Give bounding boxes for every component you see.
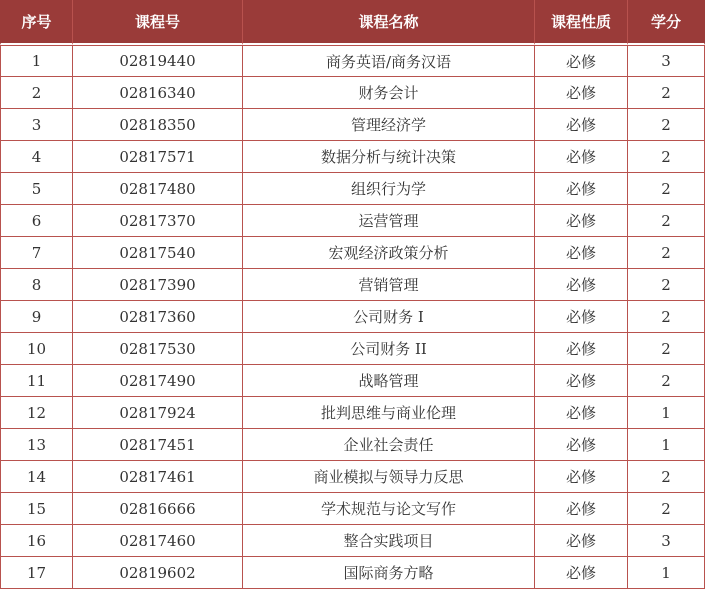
cell-credits: 3 (628, 45, 705, 77)
cell-course-name: 批判思维与商业伦理 (243, 397, 535, 429)
cell-course-name: 国际商务方略 (243, 557, 535, 589)
cell-course-name: 整合实践项目 (243, 525, 535, 557)
course-table-header (0, 0, 705, 45)
header-cell-course-type: 课程性质 (535, 0, 628, 45)
cell-index: 15 (0, 493, 73, 525)
cell-index: 6 (0, 205, 73, 237)
cell-course-type: 必修 (535, 109, 628, 141)
cell-course-name: 宏观经济政策分析 (243, 237, 535, 269)
table-row (0, 429, 705, 461)
header-row (0, 0, 705, 45)
header-cell-course-name: 课程名称 (243, 0, 535, 45)
table-row (0, 109, 705, 141)
cell-course-type: 必修 (535, 269, 628, 301)
cell-course-no: 02818350 (73, 109, 243, 141)
header-cell-credits: 学分 (628, 0, 705, 45)
table-row (0, 461, 705, 493)
cell-course-type: 必修 (535, 557, 628, 589)
table-row (0, 493, 705, 525)
cell-course-type: 必修 (535, 493, 628, 525)
cell-credits: 3 (628, 525, 705, 557)
table-row (0, 77, 705, 109)
cell-credits: 2 (628, 493, 705, 525)
cell-index: 11 (0, 365, 73, 397)
cell-index: 2 (0, 77, 73, 109)
cell-course-no: 02817370 (73, 205, 243, 237)
cell-course-name: 财务会计 (243, 77, 535, 109)
table-row (0, 205, 705, 237)
cell-credits: 2 (628, 205, 705, 237)
cell-credits: 2 (628, 109, 705, 141)
cell-index: 4 (0, 141, 73, 173)
header-cell-course-no: 课程号 (73, 0, 243, 45)
cell-course-no: 02817451 (73, 429, 243, 461)
cell-course-type: 必修 (535, 141, 628, 173)
table-row (0, 269, 705, 301)
cell-course-no: 02817480 (73, 173, 243, 205)
cell-credits: 1 (628, 429, 705, 461)
table-row (0, 333, 705, 365)
cell-credits: 2 (628, 237, 705, 269)
cell-course-name: 公司财务 I (243, 301, 535, 333)
table-row (0, 237, 705, 269)
cell-index: 5 (0, 173, 73, 205)
table-row (0, 45, 705, 77)
cell-course-name: 组织行为学 (243, 173, 535, 205)
cell-course-no: 02817530 (73, 333, 243, 365)
cell-course-type: 必修 (535, 461, 628, 493)
cell-credits: 2 (628, 333, 705, 365)
cell-course-name: 商业模拟与领导力反思 (243, 461, 535, 493)
cell-course-no: 02817571 (73, 141, 243, 173)
cell-course-name: 运营管理 (243, 205, 535, 237)
cell-credits: 2 (628, 269, 705, 301)
cell-course-name: 营销管理 (243, 269, 535, 301)
cell-credits: 2 (628, 141, 705, 173)
cell-course-name: 企业社会责任 (243, 429, 535, 461)
cell-credits: 2 (628, 365, 705, 397)
cell-course-type: 必修 (535, 45, 628, 77)
table-row (0, 141, 705, 173)
cell-course-type: 必修 (535, 77, 628, 109)
cell-course-type: 必修 (535, 429, 628, 461)
cell-index: 17 (0, 557, 73, 589)
cell-index: 13 (0, 429, 73, 461)
cell-course-no: 02816666 (73, 493, 243, 525)
cell-credits: 2 (628, 301, 705, 333)
cell-credits: 1 (628, 557, 705, 589)
cell-index: 16 (0, 525, 73, 557)
cell-course-type: 必修 (535, 397, 628, 429)
cell-course-name: 学术规范与论文写作 (243, 493, 535, 525)
cell-course-no: 02817490 (73, 365, 243, 397)
table-row (0, 525, 705, 557)
cell-index: 14 (0, 461, 73, 493)
cell-index: 9 (0, 301, 73, 333)
cell-course-no: 02817390 (73, 269, 243, 301)
cell-course-name: 公司财务 II (243, 333, 535, 365)
cell-course-name: 数据分析与统计决策 (243, 141, 535, 173)
header-cell-index: 序号 (0, 0, 73, 45)
table-row (0, 301, 705, 333)
table-row (0, 173, 705, 205)
cell-course-no: 02819602 (73, 557, 243, 589)
cell-credits: 1 (628, 397, 705, 429)
cell-course-type: 必修 (535, 205, 628, 237)
cell-course-type: 必修 (535, 173, 628, 205)
cell-credits: 2 (628, 77, 705, 109)
course-table-body (0, 45, 705, 589)
table-row (0, 397, 705, 429)
cell-credits: 2 (628, 173, 705, 205)
cell-course-no: 02817540 (73, 237, 243, 269)
cell-course-type: 必修 (535, 525, 628, 557)
table-row (0, 557, 705, 589)
cell-course-no: 02817461 (73, 461, 243, 493)
cell-credits: 2 (628, 461, 705, 493)
cell-course-no: 02816340 (73, 77, 243, 109)
cell-course-type: 必修 (535, 301, 628, 333)
cell-course-name: 商务英语/商务汉语 (243, 45, 535, 77)
cell-index: 8 (0, 269, 73, 301)
table-row (0, 365, 705, 397)
cell-course-no: 02817360 (73, 301, 243, 333)
cell-index: 3 (0, 109, 73, 141)
cell-index: 7 (0, 237, 73, 269)
cell-course-no: 02817460 (73, 525, 243, 557)
cell-course-no: 02817924 (73, 397, 243, 429)
cell-course-type: 必修 (535, 333, 628, 365)
cell-course-type: 必修 (535, 365, 628, 397)
cell-course-type: 必修 (535, 237, 628, 269)
cell-course-name: 战略管理 (243, 365, 535, 397)
cell-course-name: 管理经济学 (243, 109, 535, 141)
cell-index: 1 (0, 45, 73, 77)
cell-course-no: 02819440 (73, 45, 243, 77)
cell-index: 10 (0, 333, 73, 365)
cell-index: 12 (0, 397, 73, 429)
